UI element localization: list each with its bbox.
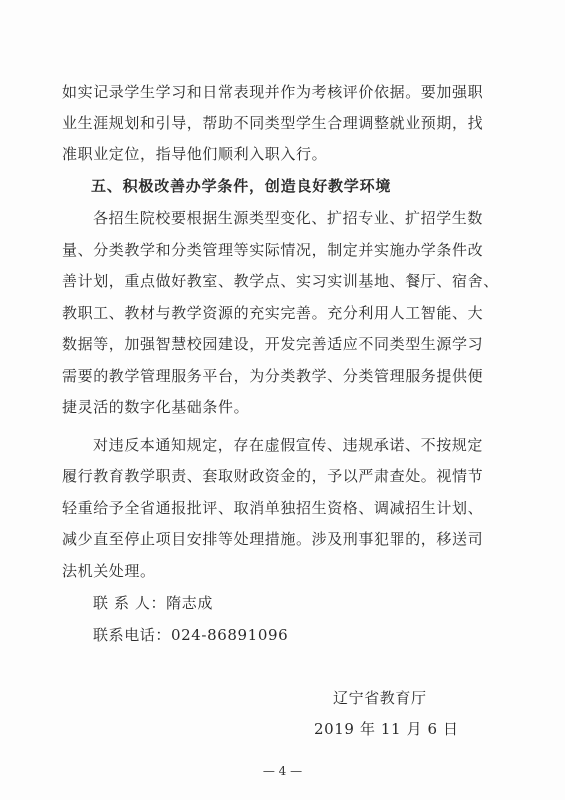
body-line: 对违反本通知规定，存在虚假宣传、违规承诺、不按规定	[93, 436, 484, 454]
body-line: 量、分类教学和分类管理等实际情况，制定并实施办学条件改	[62, 241, 484, 259]
body-line: 轻重给予全省通报批评、取消单独招生资格、调减招生计划、	[62, 499, 484, 517]
issuer-name: 辽宁省教育厅	[333, 689, 427, 707]
issue-date: 2019 年 11 月 6 日	[314, 720, 459, 738]
body-line: 需要的教学管理服务平台，为分类教学、分类管理服务提供便	[62, 367, 484, 385]
body-line: 如实记录学生学习和日常表现并作为考核评价依据。要加强职	[62, 83, 484, 101]
body-line: 法机关处理。	[62, 562, 156, 580]
body-line: 善计划，重点做好教室、教学点、实习实训基地、餐厅、宿舍、	[62, 272, 499, 290]
body-line: 教职工、教材与教学资源的充实完善。充分利用人工智能、大	[62, 304, 484, 322]
section-heading: 五、积极改善办学条件，创造良好教学环境	[91, 177, 392, 195]
body-line: 准职业定位，指导他们顺利入职入行。	[62, 145, 328, 163]
body-line: 数据等，加强智慧校园建设，开发完善适应不同类型生源学习	[62, 335, 484, 353]
body-line: 履行教育教学职责、套取财政资金的，予以严肃查处。视情节	[62, 467, 484, 485]
body-line: 捷灵活的数字化基础条件。	[62, 398, 250, 416]
contact-phone: 联系电话：024-86891096	[93, 626, 289, 644]
body-line: 减少直至停止项目安排等处理措施。涉及刑事犯罪的，移送司	[62, 530, 484, 548]
page-number: — 4 —	[262, 764, 303, 778]
contact-person: 联 系 人：隋志成	[93, 594, 213, 612]
body-line: 业生涯规划和引导，帮助不同类型学生合理调整就业预期，找	[62, 114, 484, 132]
body-line: 各招生院校要根据生源类型变化、扩招专业、扩招学生数	[93, 209, 484, 227]
